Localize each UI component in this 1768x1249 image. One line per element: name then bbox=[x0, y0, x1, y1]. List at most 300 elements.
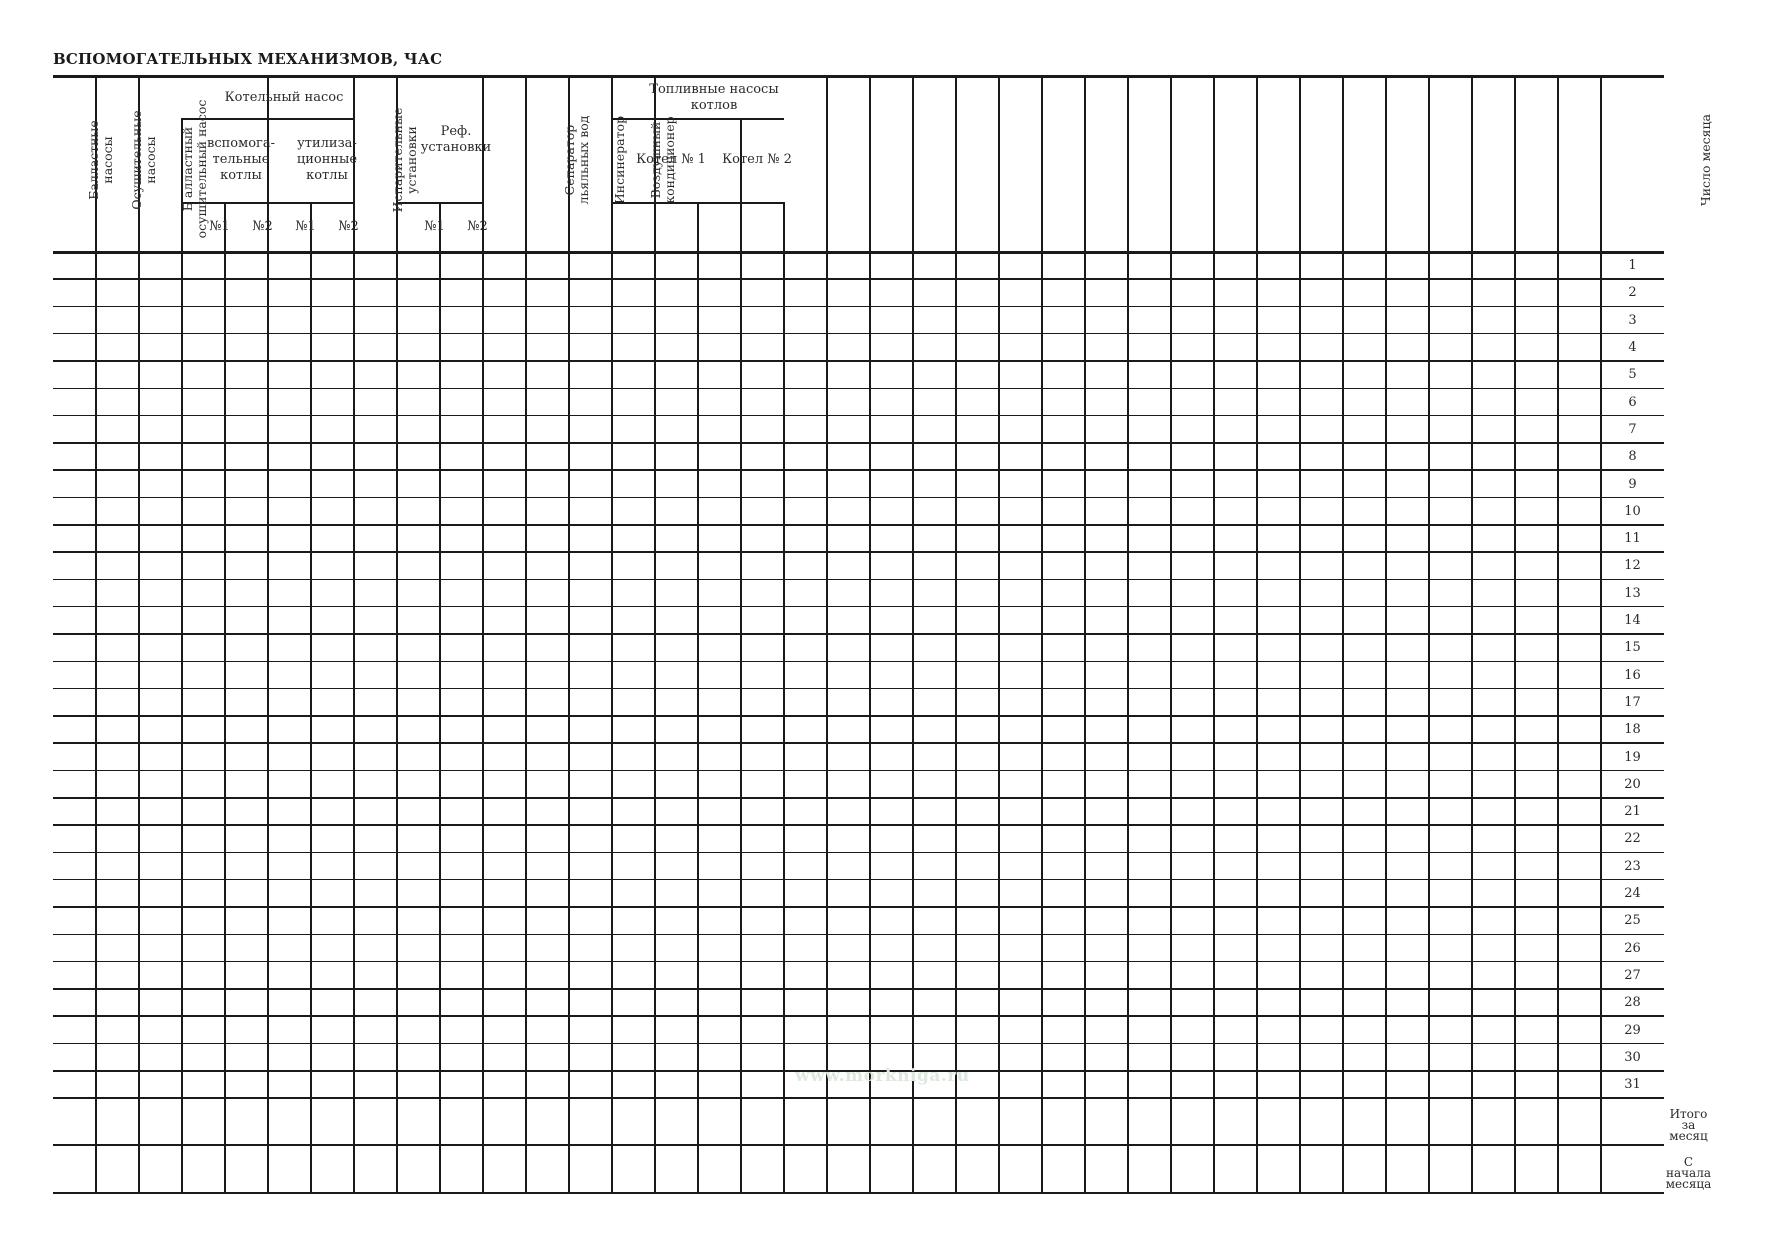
entry-cell[interactable] bbox=[1386, 880, 1429, 907]
entry-cell[interactable] bbox=[569, 525, 612, 552]
entry-cell[interactable] bbox=[354, 389, 397, 416]
entry-cell[interactable] bbox=[1085, 880, 1128, 907]
entry-cell[interactable] bbox=[1214, 470, 1257, 497]
entry-cell[interactable] bbox=[1085, 580, 1128, 607]
entry-cell[interactable] bbox=[268, 1016, 311, 1043]
entry-cell[interactable] bbox=[1558, 1044, 1601, 1071]
entry-cell[interactable] bbox=[999, 634, 1042, 661]
entry-cell[interactable] bbox=[1085, 1044, 1128, 1071]
entry-cell[interactable] bbox=[1214, 416, 1257, 443]
entry-cell[interactable] bbox=[354, 334, 397, 361]
entry-cell[interactable] bbox=[1300, 470, 1343, 497]
entry-cell[interactable] bbox=[1128, 498, 1171, 525]
entry-cell[interactable] bbox=[698, 552, 741, 579]
entry-cell[interactable] bbox=[569, 771, 612, 798]
entry-cell[interactable] bbox=[1171, 634, 1214, 661]
entry-cell[interactable] bbox=[1558, 443, 1601, 470]
entry-cell[interactable] bbox=[1558, 880, 1601, 907]
entry-cell[interactable] bbox=[53, 525, 96, 552]
entry-cell[interactable] bbox=[956, 716, 999, 743]
entry-cell[interactable] bbox=[268, 716, 311, 743]
entry-cell[interactable] bbox=[268, 825, 311, 852]
entry-cell[interactable] bbox=[182, 880, 225, 907]
entry-cell[interactable] bbox=[1042, 252, 1085, 279]
entry-cell[interactable] bbox=[53, 498, 96, 525]
entry-cell[interactable] bbox=[569, 607, 612, 634]
entry-cell[interactable] bbox=[827, 634, 870, 661]
entry-cell[interactable] bbox=[483, 361, 526, 388]
entry-cell[interactable] bbox=[1085, 389, 1128, 416]
entry-cell[interactable] bbox=[139, 1044, 182, 1071]
entry-cell[interactable] bbox=[1300, 1016, 1343, 1043]
entry-cell[interactable] bbox=[1300, 525, 1343, 552]
entry-cell[interactable] bbox=[956, 907, 999, 934]
entry-cell[interactable] bbox=[956, 252, 999, 279]
entry-cell[interactable] bbox=[139, 935, 182, 962]
entry-cell[interactable] bbox=[397, 361, 440, 388]
entry-cell[interactable] bbox=[1085, 443, 1128, 470]
entry-cell[interactable] bbox=[698, 389, 741, 416]
entry-cell[interactable] bbox=[311, 798, 354, 825]
entry-cell[interactable] bbox=[655, 552, 698, 579]
entry-cell[interactable] bbox=[311, 580, 354, 607]
entry-cell[interactable] bbox=[1472, 853, 1515, 880]
entry-cell[interactable] bbox=[741, 416, 784, 443]
entry-cell[interactable] bbox=[526, 716, 569, 743]
entry-cell[interactable] bbox=[827, 252, 870, 279]
entry-cell[interactable] bbox=[397, 334, 440, 361]
entry-cell[interactable] bbox=[1257, 1044, 1300, 1071]
entry-cell[interactable] bbox=[741, 743, 784, 770]
entry-cell[interactable] bbox=[655, 279, 698, 306]
entry-cell[interactable] bbox=[96, 252, 139, 279]
entry-cell[interactable] bbox=[182, 634, 225, 661]
entry-cell[interactable] bbox=[225, 279, 268, 306]
entry-cell[interactable] bbox=[1214, 743, 1257, 770]
entry-cell[interactable] bbox=[1343, 498, 1386, 525]
entry-cell[interactable] bbox=[1558, 1145, 1601, 1193]
entry-cell[interactable] bbox=[956, 334, 999, 361]
entry-cell[interactable] bbox=[1257, 962, 1300, 989]
entry-cell[interactable] bbox=[1042, 498, 1085, 525]
entry-cell[interactable] bbox=[1042, 798, 1085, 825]
entry-cell[interactable] bbox=[827, 716, 870, 743]
entry-cell[interactable] bbox=[1515, 470, 1558, 497]
entry-cell[interactable] bbox=[1171, 907, 1214, 934]
entry-cell[interactable] bbox=[354, 880, 397, 907]
entry-cell[interactable] bbox=[698, 689, 741, 716]
entry-cell[interactable] bbox=[1214, 498, 1257, 525]
entry-cell[interactable] bbox=[397, 935, 440, 962]
entry-cell[interactable] bbox=[1386, 525, 1429, 552]
entry-cell[interactable] bbox=[698, 580, 741, 607]
entry-cell[interactable] bbox=[999, 498, 1042, 525]
entry-cell[interactable] bbox=[999, 334, 1042, 361]
entry-cell[interactable] bbox=[913, 662, 956, 689]
entry-cell[interactable] bbox=[827, 307, 870, 334]
entry-cell[interactable] bbox=[311, 1098, 354, 1145]
entry-cell[interactable] bbox=[311, 989, 354, 1016]
entry-cell[interactable] bbox=[1128, 634, 1171, 661]
entry-cell[interactable] bbox=[827, 798, 870, 825]
entry-cell[interactable] bbox=[182, 935, 225, 962]
entry-cell[interactable] bbox=[1171, 880, 1214, 907]
entry-cell[interactable] bbox=[569, 443, 612, 470]
entry-cell[interactable] bbox=[1472, 907, 1515, 934]
entry-cell[interactable] bbox=[1386, 334, 1429, 361]
entry-cell[interactable] bbox=[440, 443, 483, 470]
entry-cell[interactable] bbox=[440, 771, 483, 798]
entry-cell[interactable] bbox=[483, 334, 526, 361]
entry-cell[interactable] bbox=[1386, 307, 1429, 334]
entry-cell[interactable] bbox=[1429, 252, 1472, 279]
entry-cell[interactable] bbox=[1171, 689, 1214, 716]
entry-cell[interactable] bbox=[1300, 1044, 1343, 1071]
entry-cell[interactable] bbox=[1214, 634, 1257, 661]
entry-cell[interactable] bbox=[354, 825, 397, 852]
entry-cell[interactable] bbox=[655, 525, 698, 552]
entry-cell[interactable] bbox=[1300, 716, 1343, 743]
entry-cell[interactable] bbox=[96, 1145, 139, 1193]
entry-cell[interactable] bbox=[1085, 662, 1128, 689]
entry-cell[interactable] bbox=[784, 252, 827, 279]
entry-cell[interactable] bbox=[1257, 252, 1300, 279]
entry-cell[interactable] bbox=[526, 743, 569, 770]
entry-cell[interactable] bbox=[1558, 771, 1601, 798]
entry-cell[interactable] bbox=[225, 1044, 268, 1071]
entry-cell[interactable] bbox=[1472, 662, 1515, 689]
entry-cell[interactable] bbox=[526, 443, 569, 470]
entry-cell[interactable] bbox=[526, 279, 569, 306]
entry-cell[interactable] bbox=[53, 361, 96, 388]
entry-cell[interactable] bbox=[526, 361, 569, 388]
entry-cell[interactable] bbox=[1300, 771, 1343, 798]
entry-cell[interactable] bbox=[1343, 470, 1386, 497]
entry-cell[interactable] bbox=[1515, 498, 1558, 525]
entry-cell[interactable] bbox=[1515, 825, 1558, 852]
entry-cell[interactable] bbox=[483, 307, 526, 334]
entry-cell[interactable] bbox=[870, 607, 913, 634]
entry-cell[interactable] bbox=[956, 607, 999, 634]
entry-cell[interactable] bbox=[53, 634, 96, 661]
entry-cell[interactable] bbox=[53, 307, 96, 334]
entry-cell[interactable] bbox=[483, 907, 526, 934]
entry-cell[interactable] bbox=[1386, 716, 1429, 743]
entry-cell[interactable] bbox=[612, 989, 655, 1016]
entry-cell[interactable] bbox=[139, 279, 182, 306]
entry-cell[interactable] bbox=[440, 361, 483, 388]
entry-cell[interactable] bbox=[784, 416, 827, 443]
entry-cell[interactable] bbox=[913, 1145, 956, 1193]
entry-cell[interactable] bbox=[182, 443, 225, 470]
entry-cell[interactable] bbox=[1472, 771, 1515, 798]
entry-cell[interactable] bbox=[999, 525, 1042, 552]
entry-cell[interactable] bbox=[1472, 443, 1515, 470]
entry-cell[interactable] bbox=[1214, 552, 1257, 579]
entry-cell[interactable] bbox=[1558, 252, 1601, 279]
entry-cell[interactable] bbox=[913, 607, 956, 634]
entry-cell[interactable] bbox=[1386, 825, 1429, 852]
entry-cell[interactable] bbox=[698, 1044, 741, 1071]
entry-cell[interactable] bbox=[569, 470, 612, 497]
entry-cell[interactable] bbox=[1214, 1098, 1257, 1145]
entry-cell[interactable] bbox=[96, 416, 139, 443]
entry-cell[interactable] bbox=[96, 935, 139, 962]
entry-cell[interactable] bbox=[440, 989, 483, 1016]
entry-cell[interactable] bbox=[1214, 716, 1257, 743]
entry-cell[interactable] bbox=[1171, 525, 1214, 552]
entry-cell[interactable] bbox=[870, 935, 913, 962]
entry-cell[interactable] bbox=[1085, 634, 1128, 661]
entry-cell[interactable] bbox=[698, 498, 741, 525]
entry-cell[interactable] bbox=[612, 880, 655, 907]
entry-cell[interactable] bbox=[612, 1044, 655, 1071]
entry-cell[interactable] bbox=[1515, 361, 1558, 388]
entry-cell[interactable] bbox=[913, 525, 956, 552]
entry-cell[interactable] bbox=[1300, 552, 1343, 579]
entry-cell[interactable] bbox=[1386, 580, 1429, 607]
entry-cell[interactable] bbox=[440, 853, 483, 880]
entry-cell[interactable] bbox=[655, 443, 698, 470]
entry-cell[interactable] bbox=[612, 962, 655, 989]
entry-cell[interactable] bbox=[784, 525, 827, 552]
entry-cell[interactable] bbox=[96, 716, 139, 743]
entry-cell[interactable] bbox=[1515, 798, 1558, 825]
entry-cell[interactable] bbox=[698, 716, 741, 743]
entry-cell[interactable] bbox=[913, 962, 956, 989]
entry-cell[interactable] bbox=[1171, 361, 1214, 388]
entry-cell[interactable] bbox=[96, 307, 139, 334]
entry-cell[interactable] bbox=[182, 361, 225, 388]
entry-cell[interactable] bbox=[1214, 662, 1257, 689]
entry-cell[interactable] bbox=[354, 743, 397, 770]
entry-cell[interactable] bbox=[1343, 279, 1386, 306]
entry-cell[interactable] bbox=[1128, 279, 1171, 306]
entry-cell[interactable] bbox=[1214, 1145, 1257, 1193]
entry-cell[interactable] bbox=[698, 307, 741, 334]
entry-cell[interactable] bbox=[698, 771, 741, 798]
entry-cell[interactable] bbox=[1386, 689, 1429, 716]
entry-cell[interactable] bbox=[526, 334, 569, 361]
entry-cell[interactable] bbox=[354, 580, 397, 607]
entry-cell[interactable] bbox=[1214, 580, 1257, 607]
entry-cell[interactable] bbox=[956, 1098, 999, 1145]
entry-cell[interactable] bbox=[913, 279, 956, 306]
entry-cell[interactable] bbox=[96, 798, 139, 825]
entry-cell[interactable] bbox=[956, 552, 999, 579]
entry-cell[interactable] bbox=[1429, 279, 1472, 306]
entry-cell[interactable] bbox=[268, 935, 311, 962]
entry-cell[interactable] bbox=[655, 989, 698, 1016]
entry-cell[interactable] bbox=[1085, 716, 1128, 743]
entry-cell[interactable] bbox=[53, 252, 96, 279]
entry-cell[interactable] bbox=[1386, 1044, 1429, 1071]
entry-cell[interactable] bbox=[96, 962, 139, 989]
entry-cell[interactable] bbox=[655, 252, 698, 279]
entry-cell[interactable] bbox=[1472, 470, 1515, 497]
entry-cell[interactable] bbox=[139, 607, 182, 634]
entry-cell[interactable] bbox=[1386, 498, 1429, 525]
entry-cell[interactable] bbox=[612, 470, 655, 497]
entry-cell[interactable] bbox=[1171, 962, 1214, 989]
entry-cell[interactable] bbox=[268, 389, 311, 416]
entry-cell[interactable] bbox=[956, 416, 999, 443]
entry-cell[interactable] bbox=[569, 798, 612, 825]
entry-cell[interactable] bbox=[1343, 798, 1386, 825]
entry-cell[interactable] bbox=[182, 1145, 225, 1193]
entry-cell[interactable] bbox=[956, 580, 999, 607]
entry-cell[interactable] bbox=[612, 743, 655, 770]
entry-cell[interactable] bbox=[1128, 607, 1171, 634]
entry-cell[interactable] bbox=[225, 743, 268, 770]
entry-cell[interactable] bbox=[1429, 853, 1472, 880]
entry-cell[interactable] bbox=[1128, 825, 1171, 852]
entry-cell[interactable] bbox=[655, 498, 698, 525]
entry-cell[interactable] bbox=[526, 580, 569, 607]
entry-cell[interactable] bbox=[1257, 552, 1300, 579]
entry-cell[interactable] bbox=[741, 607, 784, 634]
entry-cell[interactable] bbox=[440, 552, 483, 579]
entry-cell[interactable] bbox=[1042, 962, 1085, 989]
entry-cell[interactable] bbox=[182, 1016, 225, 1043]
entry-cell[interactable] bbox=[268, 607, 311, 634]
entry-cell[interactable] bbox=[268, 771, 311, 798]
entry-cell[interactable] bbox=[741, 1145, 784, 1193]
entry-cell[interactable] bbox=[53, 743, 96, 770]
entry-cell[interactable] bbox=[440, 798, 483, 825]
entry-cell[interactable] bbox=[569, 689, 612, 716]
entry-cell[interactable] bbox=[1042, 634, 1085, 661]
entry-cell[interactable] bbox=[1257, 634, 1300, 661]
entry-cell[interactable] bbox=[1085, 279, 1128, 306]
entry-cell[interactable] bbox=[698, 880, 741, 907]
entry-cell[interactable] bbox=[1472, 634, 1515, 661]
entry-cell[interactable] bbox=[440, 880, 483, 907]
entry-cell[interactable] bbox=[870, 1145, 913, 1193]
entry-cell[interactable] bbox=[612, 607, 655, 634]
entry-cell[interactable] bbox=[526, 525, 569, 552]
entry-cell[interactable] bbox=[1257, 307, 1300, 334]
entry-cell[interactable] bbox=[999, 907, 1042, 934]
entry-cell[interactable] bbox=[182, 416, 225, 443]
entry-cell[interactable] bbox=[354, 279, 397, 306]
entry-cell[interactable] bbox=[53, 552, 96, 579]
entry-cell[interactable] bbox=[1300, 389, 1343, 416]
entry-cell[interactable] bbox=[655, 962, 698, 989]
entry-cell[interactable] bbox=[655, 416, 698, 443]
entry-cell[interactable] bbox=[1386, 443, 1429, 470]
entry-cell[interactable] bbox=[96, 634, 139, 661]
entry-cell[interactable] bbox=[1128, 470, 1171, 497]
entry-cell[interactable] bbox=[139, 334, 182, 361]
entry-cell[interactable] bbox=[139, 662, 182, 689]
entry-cell[interactable] bbox=[397, 1098, 440, 1145]
entry-cell[interactable] bbox=[1429, 1044, 1472, 1071]
entry-cell[interactable] bbox=[526, 853, 569, 880]
entry-cell[interactable] bbox=[1128, 716, 1171, 743]
entry-cell[interactable] bbox=[741, 907, 784, 934]
entry-cell[interactable] bbox=[483, 962, 526, 989]
entry-cell[interactable] bbox=[569, 552, 612, 579]
entry-cell[interactable] bbox=[1128, 525, 1171, 552]
entry-cell[interactable] bbox=[1042, 880, 1085, 907]
entry-cell[interactable] bbox=[870, 470, 913, 497]
entry-cell[interactable] bbox=[1300, 880, 1343, 907]
entry-cell[interactable] bbox=[1343, 716, 1386, 743]
entry-cell[interactable] bbox=[1214, 962, 1257, 989]
entry-cell[interactable] bbox=[1085, 1098, 1128, 1145]
entry-cell[interactable] bbox=[483, 634, 526, 661]
entry-cell[interactable] bbox=[1300, 662, 1343, 689]
entry-cell[interactable] bbox=[1300, 498, 1343, 525]
entry-cell[interactable] bbox=[53, 798, 96, 825]
entry-cell[interactable] bbox=[827, 607, 870, 634]
entry-cell[interactable] bbox=[999, 279, 1042, 306]
entry-cell[interactable] bbox=[311, 662, 354, 689]
entry-cell[interactable] bbox=[956, 689, 999, 716]
entry-cell[interactable] bbox=[698, 607, 741, 634]
entry-cell[interactable] bbox=[913, 498, 956, 525]
entry-cell[interactable] bbox=[182, 771, 225, 798]
entry-cell[interactable] bbox=[483, 689, 526, 716]
entry-cell[interactable] bbox=[182, 989, 225, 1016]
entry-cell[interactable] bbox=[440, 1044, 483, 1071]
entry-cell[interactable] bbox=[1386, 552, 1429, 579]
entry-cell[interactable] bbox=[268, 1071, 311, 1098]
entry-cell[interactable] bbox=[354, 552, 397, 579]
entry-cell[interactable] bbox=[612, 1071, 655, 1098]
entry-cell[interactable] bbox=[1171, 334, 1214, 361]
entry-cell[interactable] bbox=[1214, 771, 1257, 798]
entry-cell[interactable] bbox=[612, 662, 655, 689]
entry-cell[interactable] bbox=[96, 662, 139, 689]
entry-cell[interactable] bbox=[741, 989, 784, 1016]
entry-cell[interactable] bbox=[956, 771, 999, 798]
entry-cell[interactable] bbox=[1300, 743, 1343, 770]
entry-cell[interactable] bbox=[741, 498, 784, 525]
entry-cell[interactable] bbox=[526, 771, 569, 798]
entry-cell[interactable] bbox=[182, 853, 225, 880]
entry-cell[interactable] bbox=[1558, 498, 1601, 525]
entry-cell[interactable] bbox=[1472, 716, 1515, 743]
entry-cell[interactable] bbox=[397, 552, 440, 579]
entry-cell[interactable] bbox=[1515, 880, 1558, 907]
entry-cell[interactable] bbox=[655, 853, 698, 880]
entry-cell[interactable] bbox=[397, 825, 440, 852]
entry-cell[interactable] bbox=[1085, 907, 1128, 934]
entry-cell[interactable] bbox=[96, 989, 139, 1016]
entry-cell[interactable] bbox=[440, 935, 483, 962]
entry-cell[interactable] bbox=[440, 525, 483, 552]
entry-cell[interactable] bbox=[1429, 989, 1472, 1016]
entry-cell[interactable] bbox=[569, 389, 612, 416]
entry-cell[interactable] bbox=[268, 252, 311, 279]
entry-cell[interactable] bbox=[1386, 634, 1429, 661]
entry-cell[interactable] bbox=[1386, 853, 1429, 880]
entry-cell[interactable] bbox=[268, 798, 311, 825]
entry-cell[interactable] bbox=[526, 1071, 569, 1098]
entry-cell[interactable] bbox=[956, 880, 999, 907]
entry-cell[interactable] bbox=[956, 853, 999, 880]
entry-cell[interactable] bbox=[1085, 361, 1128, 388]
entry-cell[interactable] bbox=[53, 416, 96, 443]
entry-cell[interactable] bbox=[483, 853, 526, 880]
entry-cell[interactable] bbox=[1515, 443, 1558, 470]
entry-cell[interactable] bbox=[268, 1098, 311, 1145]
entry-cell[interactable] bbox=[1128, 880, 1171, 907]
entry-cell[interactable] bbox=[53, 716, 96, 743]
entry-cell[interactable] bbox=[526, 935, 569, 962]
